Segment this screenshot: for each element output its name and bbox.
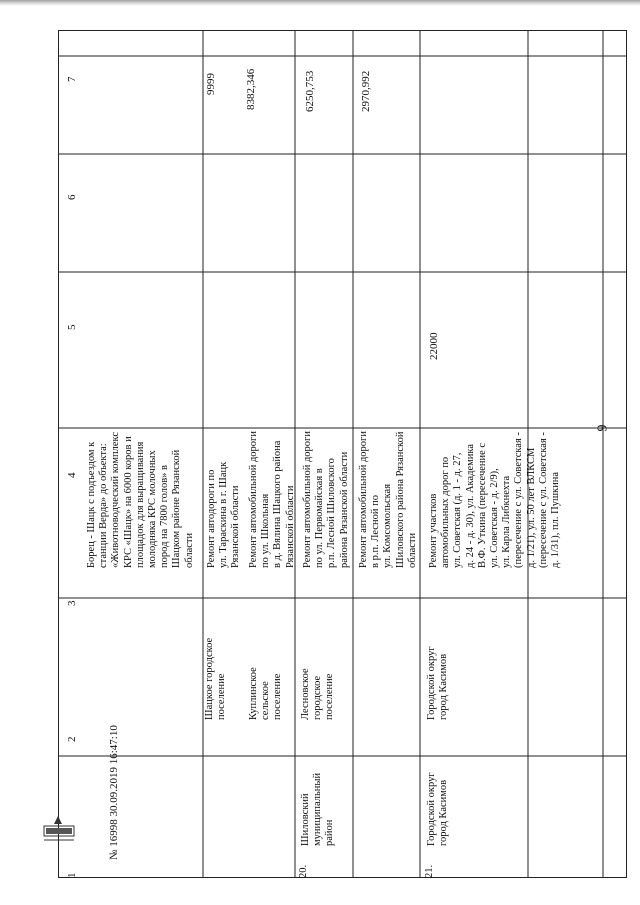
header-col-6: 6 [66, 194, 78, 200]
header-col-2: 2 [66, 736, 78, 742]
row-20-settlement: Лесновское городское поселение [300, 668, 336, 720]
row-20-number: 20. [298, 864, 309, 878]
row-20-description-a: Ремонт автомобильной дороги по ул. Первомайская в р.п. Лесной Шиловского района Рязанской области [302, 431, 350, 568]
registry-logo [38, 812, 78, 848]
row-20-description-b: Ремонт автомобильной дороги в р.п. Лесной по ул. Комсомольская Шиловского района Рязанской области [358, 431, 418, 568]
header-col-7: 7 [66, 76, 78, 82]
document-registration-stamp: № 16998 30.09.2019 16:47:10 [108, 725, 120, 860]
header-col-4: 4 [66, 472, 78, 478]
kuplinskoe-description: Ремонт автомобильной дороги по ул. Школьная в д. Вялина Шацкого района Рязанской области [248, 431, 296, 568]
header-col-1: 1 [66, 872, 78, 878]
row-20-amount-b: 2970,992 [360, 70, 372, 112]
row-21-settlement: Городской округ город Касимов [426, 646, 450, 720]
scan-edge [0, 0, 640, 6]
row-21-description: Ремонт участков автомобильных дорог по ул. Советская (д. 1 - д. 27, д. 24 - д. 30), ул. Академика В.Ф. Уткина (пересечение с ул. Советская - д. 2/9), ул. Карла Либкнехта (пересечение с ул. Советская - д. 1/21), ул. 50 лет ВЛКСМ (пересечение с ул. Советская - д. 1/31), пл. Пушкина [428, 432, 562, 568]
row-21-amount-5: 22000 [428, 332, 440, 360]
page-number: 9 [595, 424, 611, 432]
kuplinskoe-settlement: Куплинское сельское поселение [248, 667, 284, 720]
row-21-district: Городской округ город Касимов [426, 772, 450, 846]
cont-description: Борец - Шацк с подъездом к станции Верда» до объекта: «Животноводческий комплекс КРС «Шацк» на 6000 коров и площадок для выращивания молодняка КРС молочных пород на 7800 голов» в Шацком районе Рязанской области [86, 431, 195, 568]
row-20-amount-a: 6250,753 [304, 70, 316, 112]
row-21-number: 21. [424, 864, 435, 878]
header-col-5: 5 [66, 324, 78, 330]
header-col-3: 3 [66, 600, 78, 606]
shatsk-description: Ремонт автодороги по ул. Тараскина в г. Шацк Рязанской области [206, 461, 242, 568]
shatsk-amount: 8382,346 [245, 68, 257, 110]
shatsk-settlement: Шацкое городское поселение [204, 637, 228, 720]
cont-amount: 9999 [205, 73, 217, 95]
row-20-district: Шиловский муниципальный район [300, 772, 336, 846]
